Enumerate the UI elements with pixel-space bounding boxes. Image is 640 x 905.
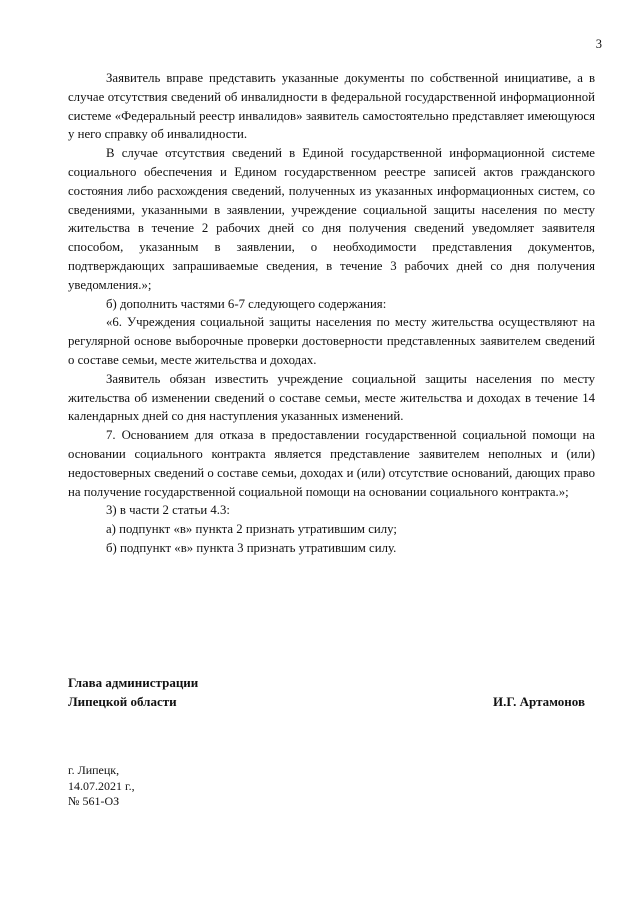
paragraph: Заявитель вправе представить указанные документы по собственной инициативе, а в случае отсутствия сведений об инвалидности в федеральной государственной информационной системе «Федеральный реестр инвалидов» заявитель самостоятельно представляет имеющуюся у него справку об инвалидности. [68, 71, 595, 142]
signer-name: И.Г. Артамонов [492, 694, 585, 709]
footer-number: № 561-ОЗ [68, 794, 120, 808]
paragraph: Заявитель обязан известить учреждение социальной защиты населения по месту жительства об изменении сведений о составе семьи, месте жительства и доходах в течение 14 календарных дней со дня наступления указанных изменений. [68, 371, 595, 424]
paragraph: 7. Основанием для отказа в предоставлении государственной социальной помощи на основании социального контракта является представление заявителем неполных и (или) недостоверных сведений о составе семьи, доходах и (или) отсутствие оснований, дающих право на получение государственной социальной помощи на основании социального контракта.»; [68, 428, 595, 499]
document-body [68, 69, 595, 558]
page-number: 3 [595, 37, 602, 51]
paragraph: «6. Учреждения социальной защиты населения по месту жительства осуществляют на регулярной основе выборочные проверки достоверности представленных заявителем сведений о составе семьи, месте жительства и доходах. [68, 315, 595, 367]
paragraph: б) подпункт «в» пункта 3 признать утратившим силу. [106, 540, 397, 555]
paragraph: В случае отсутствия сведений в Единой государственной информационной системе социального обеспечения и Едином государственном реестре записей актов гражданского состояния либо расхождения сведений, полученных из указанных информационных систем, со сведениями, указанными в заявлении, учреждение социальной защиты населения по месту жительства в течение 2 рабочих дней со дня получения сведений уведомляет заявителя способом, указанным в заявлении, о необходимости представления документов, подтверждающих запрашиваемые сведения, в течение 3 рабочих дней со дня получения уведомления.»; [68, 146, 595, 292]
paragraph: 3) в части 2 статьи 4.3: [106, 503, 230, 518]
paragraph: б) дополнить частями 6-7 следующего содержания: [106, 296, 387, 311]
paragraph: а) подпункт «в» пункта 2 признать утратившим силу; [106, 522, 397, 537]
signature-row [68, 692, 595, 711]
signer-title-line2: Липецкой области [68, 694, 177, 709]
footer-place: г. Липецк, [68, 763, 120, 777]
document-footer [68, 763, 135, 810]
signature-block [68, 673, 595, 711]
signer-title-line1: Глава администрации [68, 675, 199, 690]
footer-date: 14.07.2021 г., [68, 778, 135, 793]
